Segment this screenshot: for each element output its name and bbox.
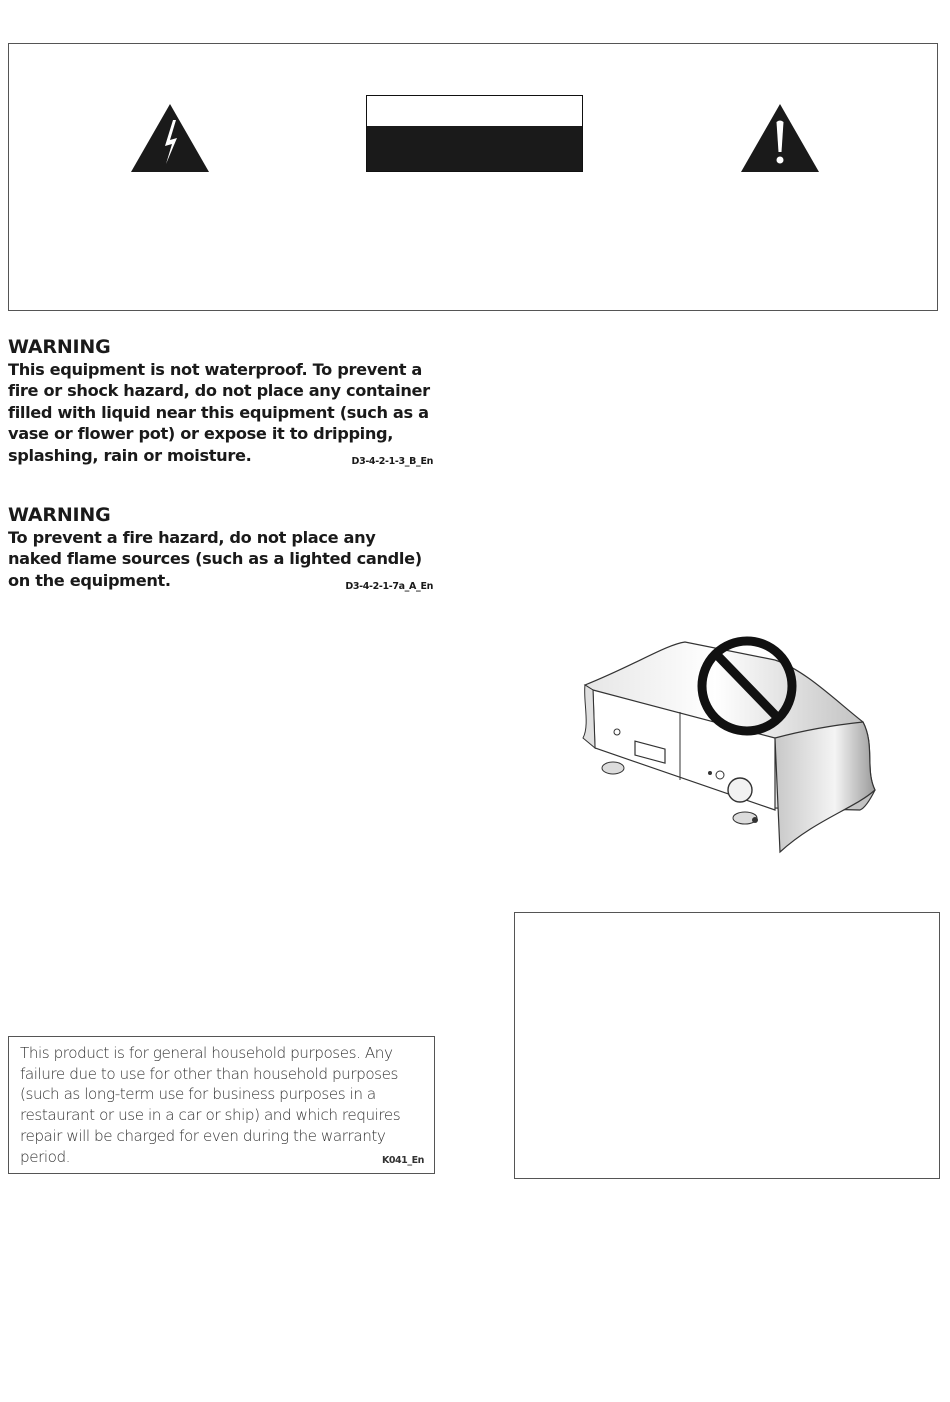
- exclamation-warning-icon: [739, 102, 821, 174]
- household-notice-body: This product is for general household purposes. Any failure due to use for other than household purposes (such as long-term use for business purposes in a restaurant or use in a car or ship) and which requires repair will be charged for even during the warranty period.: [20, 1044, 401, 1166]
- warning-body: To prevent a fire hazard, do not place any naked flame sources (such as a lighted candle) on the equipment.: [8, 528, 422, 590]
- covered-device-illustration: [575, 630, 885, 855]
- caution-label: [366, 95, 583, 172]
- household-notice-box: [8, 1036, 435, 1174]
- warning-body: This equipment is not waterproof. To prevent a fire or shock hazard, do not place any container filled with liquid near this equipment (such as a vase or flower pot) or expose it to dripping, splashing, rain or moisture.: [8, 360, 430, 465]
- warning-code: D3-4-2-1-3_B_En: [351, 455, 433, 467]
- warning-code: D3-4-2-1-7a_A_En: [345, 580, 433, 592]
- warning-heading: WARNING: [8, 336, 111, 358]
- warning-flame: [8, 503, 433, 597]
- warning-text: [8, 359, 433, 466]
- warning-heading: WARNING: [8, 504, 111, 526]
- warning-waterproof: [8, 335, 433, 472]
- lightning-warning-icon: [129, 102, 211, 174]
- blank-notice-box: [514, 912, 940, 1179]
- caution-label-dark-band: [367, 126, 582, 171]
- warning-text: [8, 527, 433, 591]
- household-notice-text: [20, 1043, 424, 1167]
- household-notice-code: K041_En: [381, 1154, 424, 1166]
- caution-box: [8, 43, 938, 311]
